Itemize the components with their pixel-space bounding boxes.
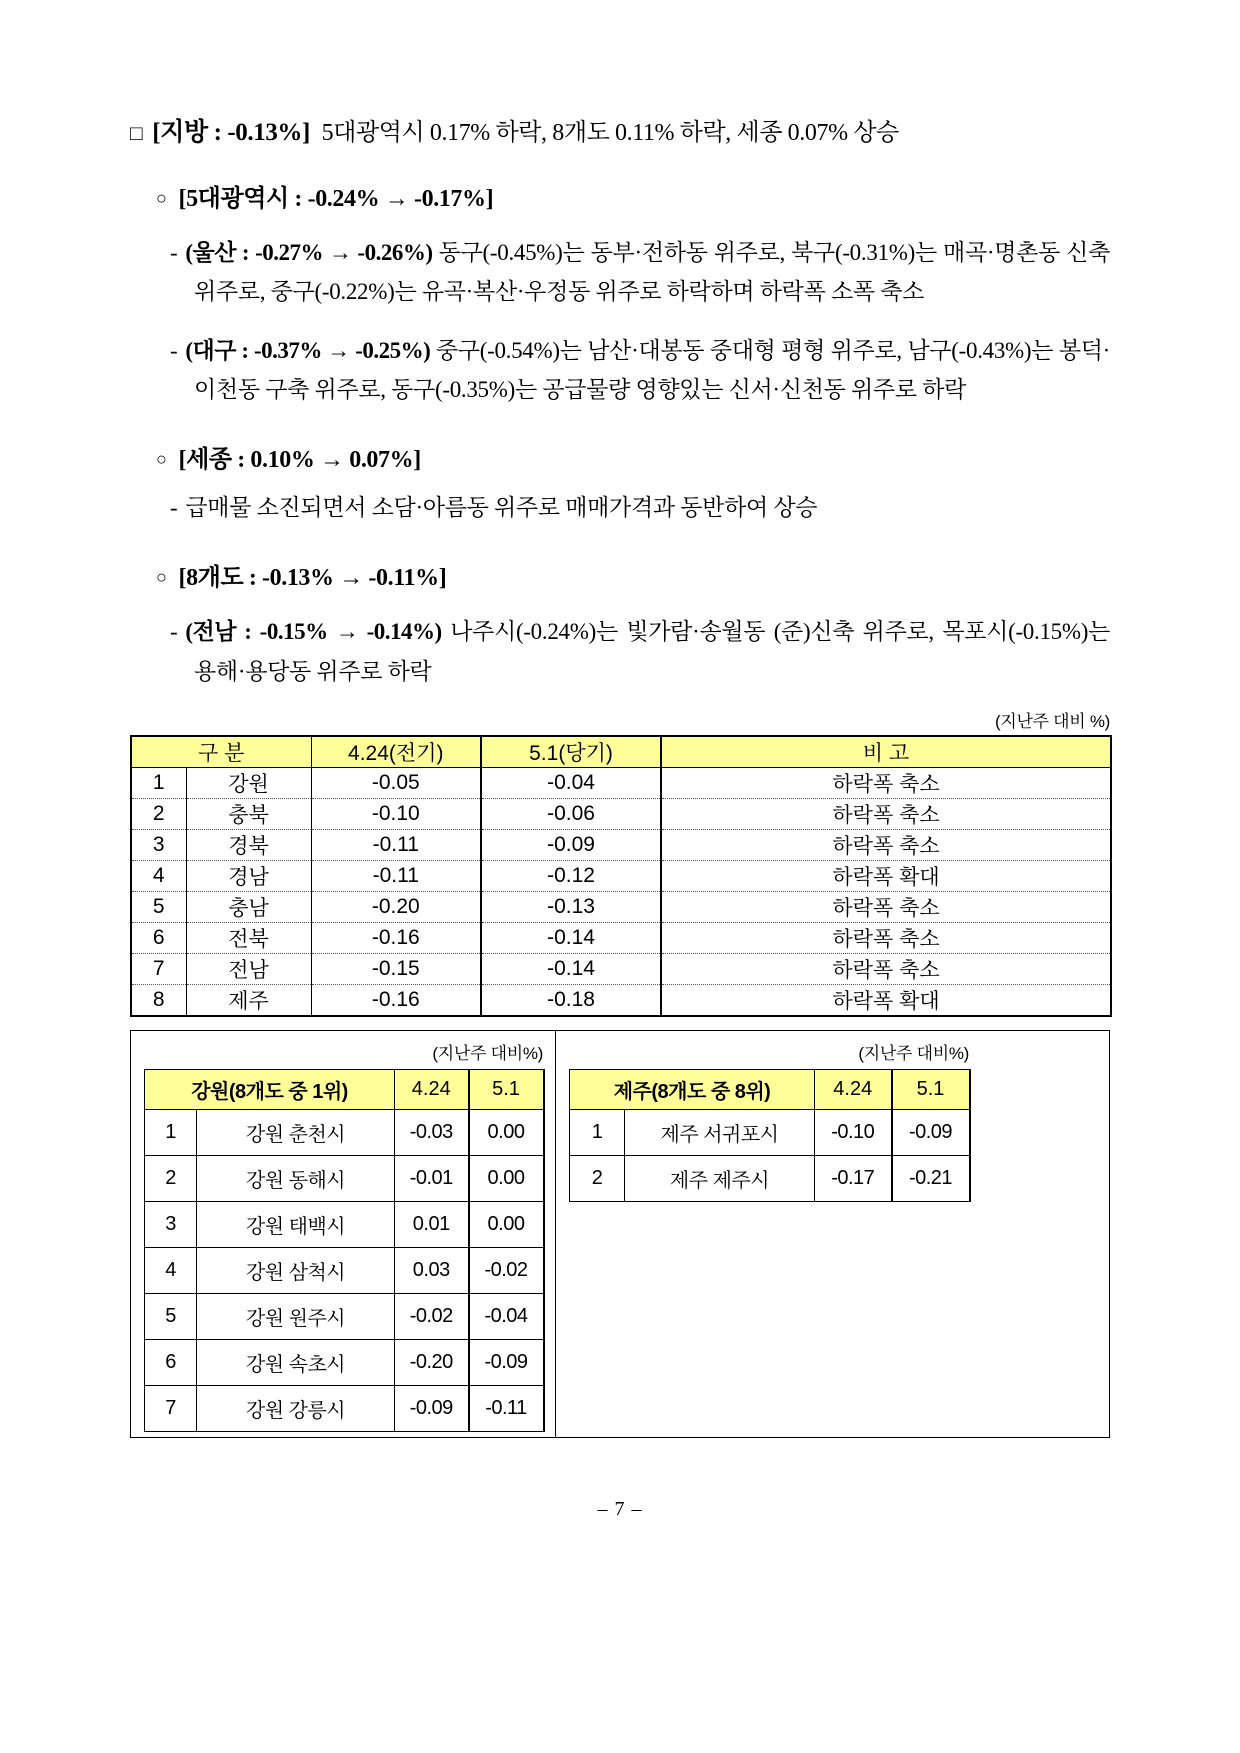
curr-value: -0.02 <box>469 1247 544 1293</box>
curr-value: -0.13 <box>481 891 661 922</box>
curr-value: -0.14 <box>481 922 661 953</box>
col-header-bigo: 비 고 <box>661 736 1111 768</box>
paragraph-daegu <box>170 331 1110 409</box>
table-row <box>145 1339 544 1385</box>
table-row <box>145 1201 544 1247</box>
subsection-sejong <box>156 439 1110 474</box>
table-row <box>131 860 1111 891</box>
row-index: 7 <box>145 1385 197 1431</box>
curr-value: -0.12 <box>481 860 661 891</box>
row-index: 1 <box>145 1109 197 1155</box>
circle-bullet-icon: ○ <box>156 567 167 588</box>
table-row <box>131 891 1111 922</box>
dash-bullet-icon: - <box>170 240 178 265</box>
sub-tables-container <box>130 1030 1110 1438</box>
paragraph-lead: (대구 : -0.37% → -0.25%) <box>185 338 431 364</box>
curr-value: -0.04 <box>469 1293 544 1339</box>
prev-value: -0.15 <box>311 953 481 984</box>
table-row <box>145 1293 544 1339</box>
city-name: 제주 서귀포시 <box>625 1109 815 1155</box>
gangwon-city-table <box>144 1069 545 1432</box>
city-name: 제주 제주시 <box>625 1155 815 1201</box>
curr-value: -0.09 <box>892 1109 970 1155</box>
row-index: 8 <box>131 984 186 1016</box>
prev-value: -0.01 <box>395 1155 469 1201</box>
remark: 하락폭 축소 <box>661 829 1111 860</box>
col-header-prev: 4.24 <box>395 1069 469 1109</box>
curr-value: -0.18 <box>481 984 661 1016</box>
paragraph-lead: (울산 : -0.27% → -0.26%) <box>185 240 433 265</box>
gangwon-table-title: 강원(8개도 중 1위) <box>145 1069 395 1109</box>
row-index: 1 <box>131 767 186 798</box>
prev-value: -0.09 <box>395 1385 469 1431</box>
dash-bullet-icon: - <box>170 338 178 364</box>
row-index: 3 <box>131 829 186 860</box>
prev-value: -0.17 <box>815 1155 892 1201</box>
row-index: 2 <box>570 1155 625 1201</box>
main-table-note: (지난주 대비 %) <box>995 711 1110 731</box>
curr-value: -0.06 <box>481 798 661 829</box>
dash-bullet-icon: - <box>170 495 178 521</box>
paragraph-text: 동구(-0.45%)는 동부·전하동 위주로, 북구(-0.31%)는 매곡·명촌동 신축 위주로, 중구(-0.22%)는 유곡·복산·우정동 위주로 하락하며 하락폭 소폭 축소 <box>194 240 1111 305</box>
row-index: 6 <box>145 1339 197 1385</box>
jeju-table-title: 제주(8개도 중 8위) <box>570 1069 815 1109</box>
curr-value: 0.00 <box>469 1201 544 1247</box>
curr-value: -0.11 <box>469 1385 544 1431</box>
row-index: 5 <box>145 1293 197 1339</box>
prev-value: -0.16 <box>311 922 481 953</box>
dash-bullet-icon: - <box>170 619 178 645</box>
table-row <box>131 953 1111 984</box>
prev-value: 0.01 <box>395 1201 469 1247</box>
province-name: 제주 <box>186 984 311 1016</box>
prev-value: -0.16 <box>311 984 481 1016</box>
page-number: – 7 – <box>597 1498 643 1520</box>
row-index: 4 <box>145 1247 197 1293</box>
subsection-5metro <box>156 178 1110 213</box>
row-index: 6 <box>131 922 186 953</box>
col-header-curr: 5.1 <box>892 1069 970 1109</box>
prev-value: -0.03 <box>395 1109 469 1155</box>
province-name: 충남 <box>186 891 311 922</box>
subsection-title: [5대광역시 : -0.24% → -0.17%] <box>178 186 494 212</box>
prev-value: 0.03 <box>395 1247 469 1293</box>
remark: 하락폭 확대 <box>661 984 1111 1016</box>
city-name: 강원 삼척시 <box>197 1247 395 1293</box>
paragraph-ulsan <box>170 233 1110 311</box>
curr-value: 0.00 <box>469 1155 544 1201</box>
prev-value: -0.11 <box>311 829 481 860</box>
prev-value: -0.20 <box>311 891 481 922</box>
prev-value: -0.02 <box>395 1293 469 1339</box>
province-name: 강원 <box>186 767 311 798</box>
province-name: 경남 <box>186 860 311 891</box>
table-header-row <box>145 1069 544 1109</box>
province-name: 전북 <box>186 922 311 953</box>
jeju-table-note: (지난주 대비%) <box>858 1043 969 1063</box>
paragraph-sejong <box>170 488 1110 527</box>
col-header-gubun: 구 분 <box>131 736 311 768</box>
city-name: 강원 속초시 <box>197 1339 395 1385</box>
section-heading-jibang <box>130 112 1110 148</box>
province-name: 경북 <box>186 829 311 860</box>
row-index: 5 <box>131 891 186 922</box>
city-name: 강원 춘천시 <box>197 1109 395 1155</box>
paragraph-jeonnam <box>170 612 1110 690</box>
row-index: 7 <box>131 953 186 984</box>
city-name: 강원 강릉시 <box>197 1385 395 1431</box>
col-header-prev: 4.24 <box>815 1069 892 1109</box>
table-header-row <box>570 1069 970 1109</box>
curr-value: -0.09 <box>469 1339 544 1385</box>
paragraph-text: 중구(-0.54%)는 남산·대봉동 중대형 평형 위주로, 남구(-0.43%)는 봉덕·이천동 구축 위주로, 동구(-0.35%)는 공급물량 영향있는 신서·신천동 위주로 하락 <box>194 338 1111 403</box>
remark: 하락폭 축소 <box>661 891 1111 922</box>
remark: 하락폭 축소 <box>661 798 1111 829</box>
table-row <box>131 767 1111 798</box>
col-header-curr: 5.1 <box>469 1069 544 1109</box>
paragraph-text: 나주시(-0.24%)는 빛가람·송월동 (준)신축 위주로, 목포시(-0.15%)는 용해·용당동 위주로 하락 <box>194 619 1110 684</box>
prev-value: -0.20 <box>395 1339 469 1385</box>
remark: 하락폭 축소 <box>661 922 1111 953</box>
remark: 하락폭 축소 <box>661 953 1111 984</box>
province-change-table <box>130 735 1112 1017</box>
jeju-box <box>556 1031 1109 1437</box>
curr-value: -0.04 <box>481 767 661 798</box>
province-name: 전남 <box>186 953 311 984</box>
city-name: 강원 태백시 <box>197 1201 395 1247</box>
heading-bold: [지방 : -0.13%] <box>152 119 310 146</box>
row-index: 3 <box>145 1201 197 1247</box>
subsection-title: [세종 : 0.10% → 0.07%] <box>178 447 421 474</box>
row-index: 2 <box>131 798 186 829</box>
city-name: 강원 원주시 <box>197 1293 395 1339</box>
prev-value: -0.10 <box>311 798 481 829</box>
row-index: 2 <box>145 1155 197 1201</box>
table-row <box>570 1155 970 1201</box>
curr-value: -0.21 <box>892 1155 970 1201</box>
table-row <box>145 1109 544 1155</box>
province-name: 충북 <box>186 798 311 829</box>
city-name: 강원 동해시 <box>197 1155 395 1201</box>
col-header-curr: 5.1(당기) <box>481 736 661 768</box>
remark: 하락폭 확대 <box>661 860 1111 891</box>
curr-value: -0.09 <box>481 829 661 860</box>
square-bullet-icon: □ <box>130 121 143 145</box>
subsection-title: [8개도 : -0.13% → -0.11%] <box>178 565 447 592</box>
curr-value: -0.14 <box>481 953 661 984</box>
table-row <box>131 829 1111 860</box>
jeju-city-table <box>569 1069 971 1202</box>
prev-value: -0.05 <box>311 767 481 798</box>
gangwon-table-note: (지난주 대비%) <box>432 1043 543 1063</box>
prev-value: -0.10 <box>815 1109 892 1155</box>
prev-value: -0.11 <box>311 860 481 891</box>
table-row <box>145 1155 544 1201</box>
paragraph-text: 급매물 소진되면서 소담·아름동 위주로 매매가격과 동반하여 상승 <box>185 495 818 521</box>
curr-value: 0.00 <box>469 1109 544 1155</box>
table-row <box>131 798 1111 829</box>
table-row <box>145 1247 544 1293</box>
paragraph-lead: (전남 : -0.15% → -0.14%) <box>185 619 442 645</box>
table-row <box>131 984 1111 1016</box>
table-row <box>145 1385 544 1431</box>
col-header-prev: 4.24(전기) <box>311 736 481 768</box>
table-header-row <box>131 736 1111 768</box>
remark: 하락폭 축소 <box>661 767 1111 798</box>
circle-bullet-icon: ○ <box>156 188 167 208</box>
gangwon-box <box>131 1031 556 1437</box>
heading-text: 5대광역시 0.17% 하락, 8개도 0.11% 하락, 세종 0.07% 상승 <box>321 120 899 146</box>
row-index: 4 <box>131 860 186 891</box>
row-index: 1 <box>570 1109 625 1155</box>
table-row <box>570 1109 970 1155</box>
table-row <box>131 922 1111 953</box>
subsection-8provinces <box>156 557 1110 592</box>
circle-bullet-icon: ○ <box>156 449 167 470</box>
